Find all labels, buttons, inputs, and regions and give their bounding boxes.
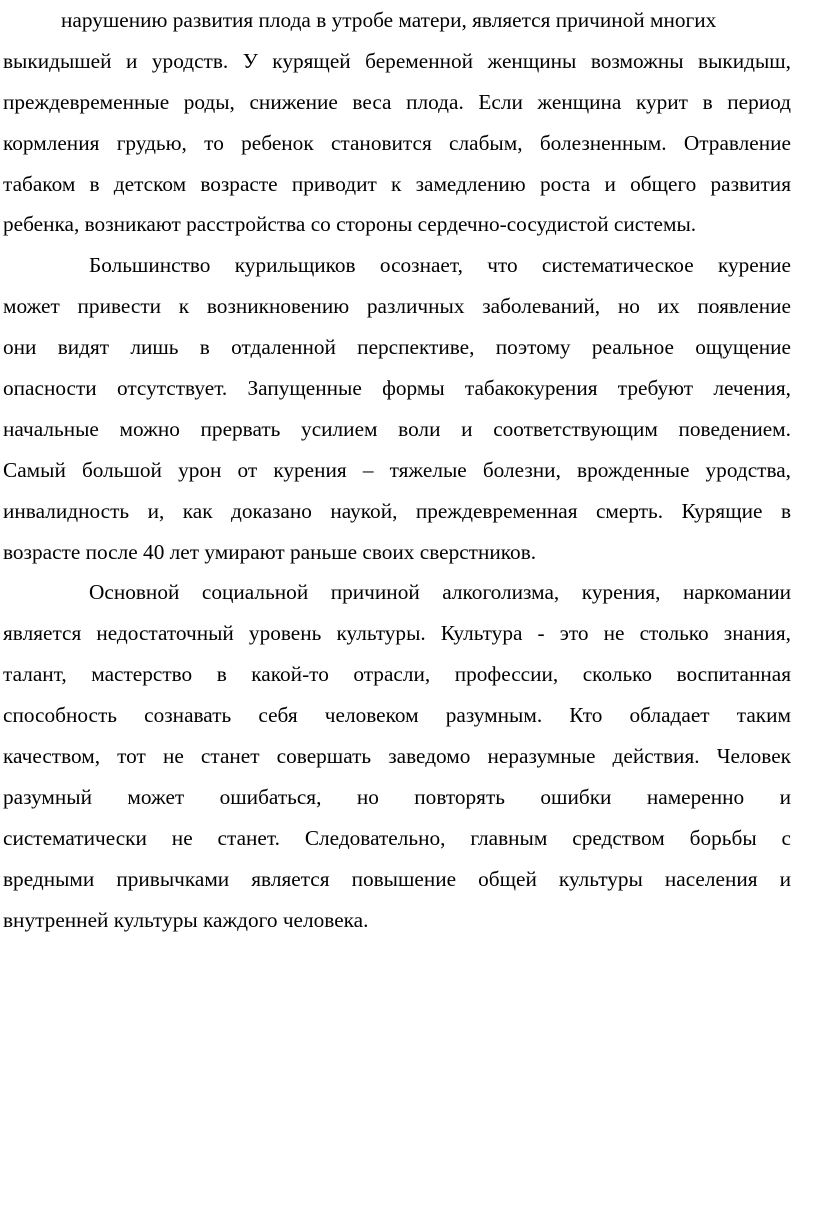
text-line: они видят лишь в отдаленной перспективе, поэтому реальное ощущение [3,335,791,360]
text-line: вредными привычками является повышение общей культуры населения и [3,866,791,891]
text-line: Большинство курильщиков осознает, что систематическое курение [89,253,791,278]
text-line: опасности отсутствует. Запущенные формы табакокурения требуют лечения, [3,376,791,401]
text-line: начальные можно прервать усилием воли и соответствующим поведением. [3,416,791,441]
paragraph-3 [3,572,791,940]
text-line: преждевременные роды, снижение веса плода. Если женщина курит в период [3,89,791,114]
text-line: ребенка, возникают расстройства со стороны сердечно-сосудистой системы. [3,212,697,237]
text-line: разумный может ошибаться, но повторять ошибки намеренно и [3,784,791,809]
text-line: выкидышей и уродств. У курящей беременной женщины возможны выкидыш, [3,48,791,73]
text-line: инвалидность и, как доказано наукой, преждевременная смерть. Курящие в [3,498,791,523]
text-line: систематически не станет. Следовательно, главным средством борьбы с [3,825,791,850]
text-line: кормления грудью, то ребенок становится слабым, болезненным. Отравление [3,130,791,155]
text-line: талант, мастерство в какой-то отрасли, профессии, сколько воспитанная [3,662,791,687]
text-line: может привести к возникновению различных заболеваний, но их появление [3,294,791,319]
text-line: способность сознавать себя человеком разумным. Кто обладает таким [3,703,791,728]
paragraph-1 [3,0,791,245]
text-line: является недостаточный уровень культуры. Культура - это не столько знания, [3,621,791,646]
text-line: внутренней культуры каждого человека. [3,907,369,932]
text-line: табаком в детском возрасте приводит к замедлению роста и общего развития [3,171,791,196]
text-line: нарушению развития плода в утробе матери, является причиной многих [61,8,717,32]
document-body [3,0,791,940]
text-line: качеством, тот не станет совершать заведомо неразумные действия. Человек [3,744,791,769]
text-line: возрасте после 40 лет умирают раньше своих сверстников. [3,539,537,564]
paragraph-2 [3,245,791,572]
text-line: Самый большой урон от курения – тяжелые болезни, врожденные уродства, [3,457,791,482]
text-line: Основной социальной причиной алкоголизма, курения, наркомании [89,580,791,605]
